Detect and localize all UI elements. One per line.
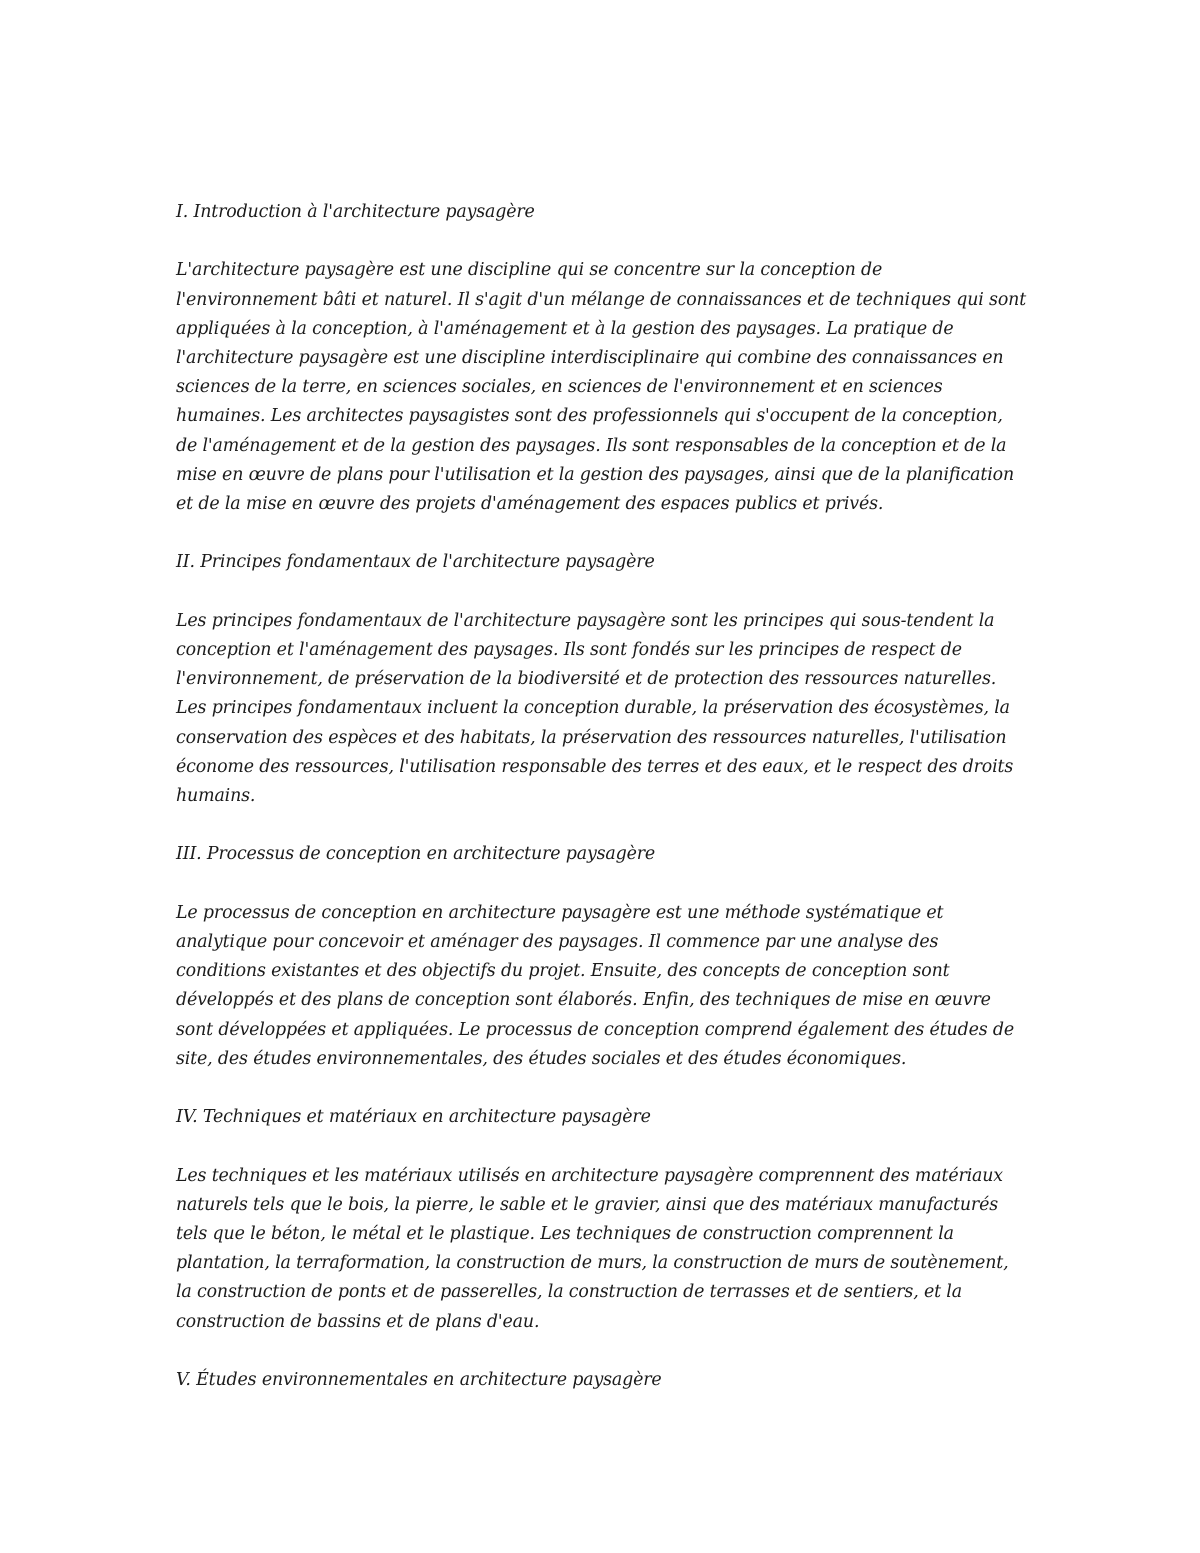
section-paragraph: Le processus de conception en architecture paysagère est une méthode systématique et analytique pour concevoir et aménager des paysages. Il commence par une analyse des conditions existantes et des objectifs du projet. Ensuite, des concepts de conception sont développés et des plans de conception sont élaborés. Enfin, des techniques de mise en œuvre sont développées et appliquées. Le processus de conception comprend également des études de site, des études environnementales, des études sociales et des études économiques. [176,902,1014,1069]
section-paragraph: L'architecture paysagère est une discipline qui se concentre sur la conception de l'environnement bâti et naturel. Il s'agit d'un mélange de connaissances et de techniques qui sont appliquées à la conception, à l'aménagement et à la gestion des paysages. La pratique de l'architecture paysagère est une discipline interdisciplinaire qui combine des connaissances en sciences de la terre, en sciences sociales, en sciences de l'environnement et en sciences humaines. Les architectes paysagistes sont des professionnels qui s'occupent de la conception, de l'aménagement et de la gestion des paysages. Ils sont responsables de la conception et de la mise en œuvre de plans pour l'utilisation et la gestion des paysages, ainsi que de la planification et de la mise en œuvre des projets d'aménagement des espaces publics et privés. [176,260,1027,515]
document-body [176,198,1028,1424]
section-heading: IV. Techniques et matériaux en architecture paysagère [176,1107,651,1128]
section-paragraph: Les principes fondamentaux de l'architecture paysagère sont les principes qui sous-tendent la conception et l'aménagement des paysages. Ils sont fondés sur les principes de respect de l'environnement, de préservation de la biodiversité et de protection des ressources naturelles. Les principes fondamentaux incluent la conception durable, la préservation des écosystèmes, la conservation des espèces et des habitats, la préservation des ressources naturelles, l'utilisation économe des ressources, l'utilisation responsable des terres et des eaux, et le respect des droits humains. [176,610,1014,807]
section-heading: II. Principes fondamentaux de l'architecture paysagère [176,552,655,573]
section-heading: III. Processus de conception en architecture paysagère [176,844,656,865]
section-paragraph: Les techniques et les matériaux utilisés en architecture paysagère comprennent des matériaux naturels tels que le bois, la pierre, le sable et le gravier, ainsi que des matériaux manufacturés tels que le béton, le métal et le plastique. Les techniques de construction comprennent la plantation, la terraformation, la construction de murs, la construction de murs de soutènement, la construction de ponts et de passerelles, la construction de terrasses et de sentiers, et la construction de bassins et de plans d'eau. [176,1165,1009,1332]
section-heading: I. Introduction à l'architecture paysagère [176,202,535,222]
section-heading: V. Études environnementales en architecture paysagère [176,1370,662,1390]
